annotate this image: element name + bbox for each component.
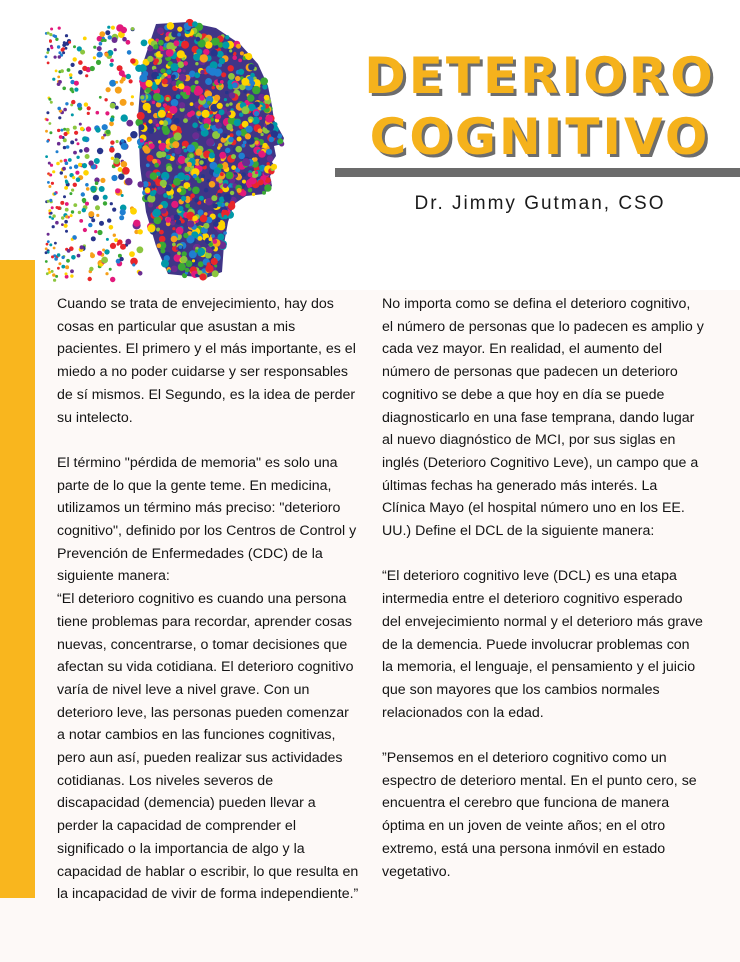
paragraph: Cuando se trata de envejecimiento, hay dos cosas en particular que asustan a mis pacientes. El primero y el más importante, es el miedo a no poder cuidarse y ser responsables de sí mismos. El Segundo, es la idea de perder su intelecto. bbox=[57, 296, 356, 426]
left-column bbox=[57, 293, 359, 929]
paragraph: El término "pérdida de memoria" es solo una parte de lo que la gente teme. En medicina, utilizamos un término más preciso: "deterioro cognitivo", definido por los Centros de Control y Prevención de Enfermedades (CDC) de la siguiente manera: bbox=[57, 454, 357, 585]
title-line-1: DETERIORO bbox=[364, 47, 716, 105]
quote-paragraph: “El deterioro cognitivo leve (DCL) es una etapa intermedia entre el deterioro cognitivo esperado del envejecimiento normal y el deterioro más grave de la demencia. Puede involucrar problemas con la memoria, el lenguaje, el pensamiento y el juicio que son mayores que los cambios normales relacionados con la edad. bbox=[382, 568, 703, 721]
quote-paragraph: “El deterioro cognitivo es cuando una persona tiene problemas para recordar, aprender cosas nuevas, concentrarse, o tomar decisiones que afectan su vida cotidiana. El deterioro cognitivo varía de nivel leve a nivel grave. Con un deterioro leve, las personas pueden comenzar a notar cambios en las funciones cognitivas, pero aun así, pueden realizar sus actividades cotidianas. Los niveles severos de discapacidad (demencia) pueden llevar a perder la capacidad de comprender el significado o la importancia de algo y la capacidad de hablar o escribir, lo que resulta en la incapacidad de vivir de forma independiente.” bbox=[57, 591, 359, 903]
title-line-2: COGNITIVO bbox=[369, 108, 711, 166]
colorful-dotted-head-icon bbox=[38, 16, 298, 286]
paragraph: ”Pensemos en el deterioro cognitivo como un espectro de deterioro mental. En el punto cero, se encuentra el cerebro que funciona de manera óptima en un joven de veinte años; en el otro extremo, está una persona inmóvil en estado vegetativo. bbox=[382, 750, 697, 880]
title-divider bbox=[335, 168, 740, 177]
author-byline: Dr. Jimmy Gutman, CSO bbox=[414, 193, 666, 214]
accent-bar bbox=[0, 260, 35, 898]
paragraph: No importa como se defina el deterioro cognitivo, el número de personas que lo padecen es amplio y cada vez mayor. En realidad, el aumento del número de personas que padecen un deterioro cognitivo se debe a que hoy en día se puede diagnosticarlo en una fase temprana, dando lugar al nuevo diagnóstico de MCI, por sus siglas en inglés (Deterioro Cognitivo Leve), un campo que a últimas fechas ha generado más interés. La Clínica Mayo (el hospital número uno en los EE. UU.) Define el DCL de la siguiente manera: bbox=[382, 296, 704, 540]
right-column bbox=[382, 293, 704, 906]
